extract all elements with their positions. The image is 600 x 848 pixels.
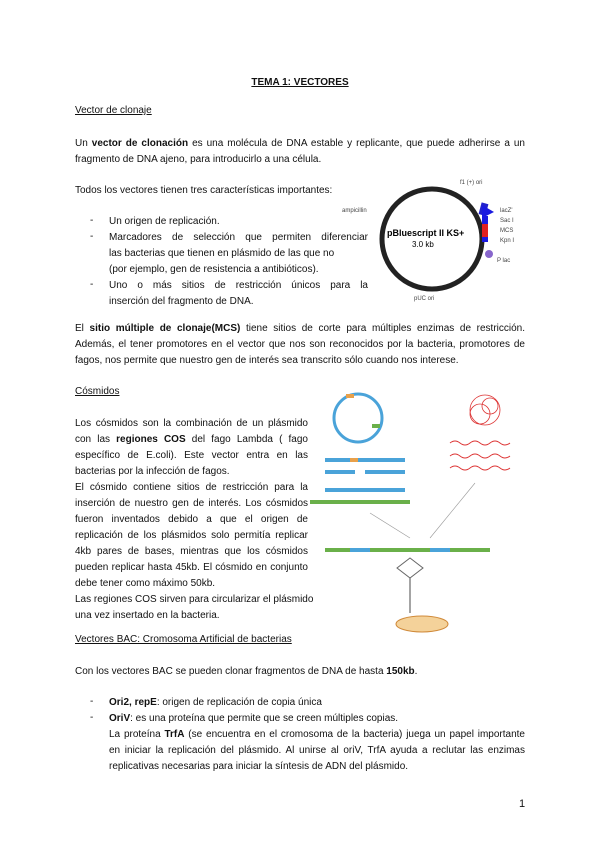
plasmid-name: pBluescript II KS+ bbox=[387, 228, 465, 238]
plasmid-label-f1ori: f1 (+) ori bbox=[460, 180, 483, 186]
bullet-text: Marcadores de selección que permiten diferenciar bbox=[109, 232, 368, 243]
plasmid-ring bbox=[382, 189, 482, 289]
bullet-text: Uno o más sitios de restricción únicos para la bbox=[109, 280, 368, 291]
section-heading-vector-clonaje: Vector de clonaje bbox=[75, 105, 152, 116]
plasmid-label-puc-ori: pUC ori bbox=[414, 296, 435, 302]
mcs-red-segment bbox=[482, 224, 488, 237]
paragraph-definition-line2: fragmento de DNA ajeno, para introducirlo a una célula. bbox=[75, 154, 322, 165]
plasmid-size: 3.0 kb bbox=[412, 240, 434, 249]
paragraph-definition: Un vector de clonación es una molécula de DNA estable y replicante, que puede adherirse a un bbox=[75, 138, 525, 149]
bac-intro: Con los vectores BAC se pueden clonar fragmentos de DNA de hasta 150kb. bbox=[75, 666, 418, 677]
cosmid-text: El cósmido contiene sitios de restricción para la bbox=[75, 482, 308, 493]
bullet-dash: - bbox=[90, 712, 94, 723]
cosmid-text: Los cósmidos son la combinación de un plásmido bbox=[75, 418, 308, 429]
cosmid-text: Las regiones COS sirven para circularizar el plásmido bbox=[75, 594, 314, 605]
plasmid-label-lacz: lacZ' bbox=[500, 208, 513, 214]
cosmid-text: 4kb pares de bases, mientras que los cósmidos bbox=[75, 546, 308, 557]
cosmid-text: pueden replicar hasta 45kb. El cósmido en conjunto bbox=[75, 562, 308, 573]
bullet-dash: - bbox=[90, 215, 94, 226]
bullet-dash: - bbox=[90, 231, 94, 242]
trfa-line1: La proteína TrfA (se encuentra en el cromosoma de la bacteria) juega un papel importante bbox=[109, 729, 525, 740]
section-heading-cosmidos: Cósmidos bbox=[75, 386, 120, 397]
bullet-dash: - bbox=[90, 696, 94, 707]
bac-bullet-oriv: OriV: es una proteína que permite que se creen múltiples copias. bbox=[109, 713, 399, 724]
bac-bullet-ori2: Ori2, repE: origen de replicación de copia única bbox=[109, 697, 322, 708]
page-number: 1 bbox=[519, 798, 526, 810]
cosmid-text: fueron inventados debido a que el origen de bbox=[75, 514, 308, 525]
paragraph-characteristics: Todos los vectores tienen tres características importantes: bbox=[75, 185, 333, 196]
plac-icon bbox=[485, 250, 493, 258]
bullet-text-cont: inserción del fragmento de DNA. bbox=[109, 296, 254, 307]
cosmid-text: debe tener como máximo 50kb. bbox=[75, 578, 216, 589]
cosmid-text: inserción de nuestro gen de interés. Los cósmidos bbox=[75, 498, 308, 509]
plasmid-label-mcs: MCS bbox=[500, 228, 514, 234]
plasmid-label-ampicillin: ampicillin bbox=[342, 208, 367, 214]
bullet-dash: - bbox=[90, 279, 94, 290]
bullet-text-cont: (por ejemplo, gen de resistencia a antibióticos). bbox=[109, 264, 319, 275]
cosmid-text: bacterias por la infección de fagos. bbox=[75, 466, 230, 477]
section-heading-vectores-bac: Vectores BAC: Cromosoma Artificial de bacterias bbox=[75, 634, 292, 645]
plasmid-label-plac: P lac bbox=[497, 258, 511, 264]
plasmid-map-figure bbox=[342, 172, 532, 307]
plasmid-label-saci: Sac I bbox=[500, 218, 514, 224]
cosmid-text: replicación de los plásmidos solo permitía replicar bbox=[75, 530, 308, 541]
paragraph-promoters: Además, el tener promotores en el vector que nos son reconocidos por la bacteria, promotores de bbox=[75, 339, 525, 350]
cosmid-text: una vez insertado en la bacteria. bbox=[75, 610, 220, 621]
plasmid-label-kpni: Kpn I bbox=[500, 238, 515, 244]
trfa-line3: replicativas necesarias para iniciar la síntesis de ADN del plásmido. bbox=[109, 761, 409, 772]
paragraph-promoters-line2: fagos, nos permite que nuestro gen de interés sea transcrito sólo cuando nos interese. bbox=[75, 355, 459, 366]
cosmid-text: específico de E.coli). Este vector entra en las bbox=[75, 450, 308, 461]
cosmid-diagram-figure bbox=[310, 388, 535, 638]
page-title: TEMA 1: VECTORES bbox=[251, 77, 349, 88]
bullet-text-cont: las bacterias que tienen en plásmido de las que no bbox=[109, 248, 335, 259]
cosmid-text: con las regiones COS del fago Lambda ( fago bbox=[75, 434, 308, 445]
paragraph-mcs: El sitio múltiple de clonaje(MCS) tiene sitios de corte para múltiples enzimas de restricción. bbox=[75, 323, 526, 334]
trfa-line2: en iniciar la replicación del plásmido. Al unirse al oriV, TrfA ayuda a reclutar las enzimas bbox=[109, 745, 525, 756]
bullet-text: Un origen de replicación. bbox=[109, 216, 220, 227]
